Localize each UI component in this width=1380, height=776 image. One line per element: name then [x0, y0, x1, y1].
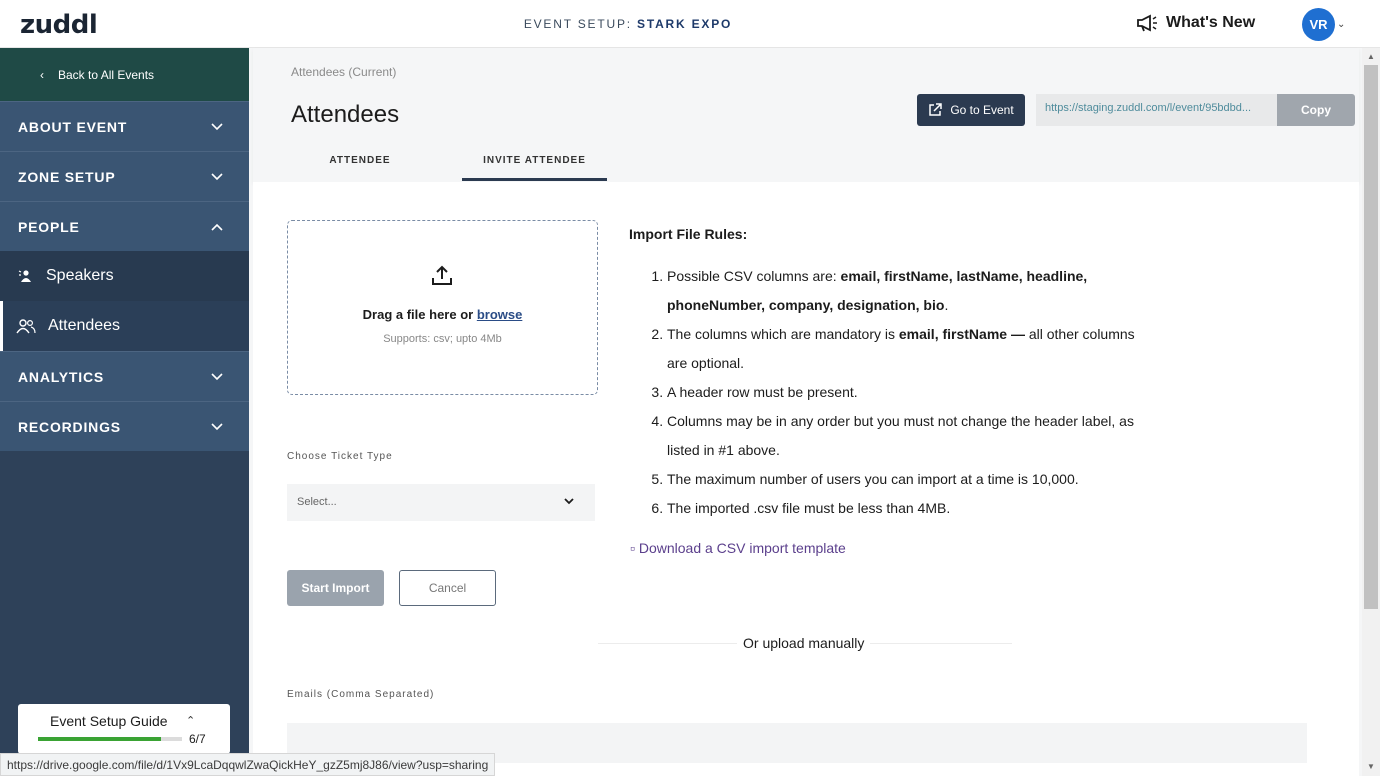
scroll-up-icon[interactable]: ▲: [1367, 52, 1375, 61]
section-label: ABOUT EVENT: [18, 118, 128, 135]
copy-button[interactable]: Copy: [1277, 94, 1355, 126]
start-import-button[interactable]: Start Import: [287, 570, 384, 606]
guide-progress-fill: [38, 737, 161, 741]
chevron-down-icon: [211, 173, 223, 181]
guide-progress-bar: [38, 737, 182, 741]
sidebar-section-people[interactable]: [0, 201, 249, 251]
sidebar-item-attendees[interactable]: [0, 301, 249, 351]
rule-item: 4. Columns may be in any order but you must not change the header label, as listed in #1 above.: [667, 407, 1149, 465]
guide-title: Event Setup Guide: [50, 713, 168, 729]
megaphone-icon: [1136, 14, 1158, 32]
chevron-up-icon[interactable]: ⌃: [186, 715, 196, 727]
sidebar-item-label: Attendees: [48, 317, 121, 334]
chevron-left-icon: ‹: [40, 67, 44, 82]
whats-new-label: What's New: [1166, 14, 1256, 31]
sidebar-section-recordings[interactable]: [0, 401, 249, 451]
rule-item: 6. The imported .csv file must be less than 4MB.: [667, 494, 1149, 523]
chevron-down-icon: [211, 123, 223, 131]
chevron-down-icon: [211, 373, 223, 381]
tab-attendee[interactable]: ATTENDEE: [329, 155, 391, 166]
event-setup-title: [0, 17, 1256, 31]
top-bar: [0, 0, 1380, 48]
chevron-up-icon: [211, 223, 223, 231]
ticket-select-value: Select...: [297, 496, 337, 508]
ticket-type-select[interactable]: [287, 484, 595, 521]
rule-item: 2. The columns which are mandatory is email, firstName — all other columns are optional.: [667, 320, 1149, 378]
drag-label: Drag a file here or: [362, 307, 474, 322]
section-label: RECORDINGS: [18, 418, 121, 435]
scroll-thumb[interactable]: [1364, 65, 1378, 609]
zuddl-logo[interactable]: zuddl: [20, 10, 98, 40]
drag-text: [288, 307, 597, 322]
event-url-field[interactable]: https://staging.zuddl.com/l/event/95bdbd...: [1036, 94, 1279, 126]
back-label: Back to All Events: [58, 67, 155, 82]
chevron-down-icon[interactable]: ⌄: [1337, 19, 1346, 30]
sidebar-item-label: Speakers: [46, 267, 114, 284]
emails-label: Emails (Comma Separated): [287, 689, 435, 700]
import-rules-list: [629, 262, 1149, 523]
chevron-down-icon: [563, 494, 575, 508]
section-label: ANALYTICS: [18, 368, 105, 385]
main-content: [249, 48, 1362, 776]
tab-invite-attendee[interactable]: INVITE ATTENDEE: [462, 151, 607, 181]
rule-item: 3. A header row must be present.: [667, 378, 1149, 407]
download-icon: ▫: [630, 540, 635, 556]
people-icon: [16, 318, 36, 334]
supports-text: Supports: csv; upto 4Mb: [383, 333, 502, 345]
user-avatar[interactable]: VR: [1302, 8, 1335, 41]
sidebar-section-analytics[interactable]: [0, 351, 249, 401]
page-header: [253, 48, 1359, 182]
rule-item: 5. The maximum number of users you can import at a time is 10,000.: [667, 465, 1149, 494]
file-dropzone[interactable]: [287, 220, 598, 395]
browse-link[interactable]: browse: [476, 307, 523, 322]
cancel-button[interactable]: Cancel: [399, 570, 496, 606]
scroll-down-icon[interactable]: ▼: [1367, 762, 1375, 771]
speaker-icon: [18, 268, 34, 284]
import-rules-title: Import File Rules:: [629, 226, 748, 242]
sidebar-item-speakers[interactable]: [0, 251, 249, 301]
upload-icon: [431, 264, 453, 286]
link-status-bar: https://drive.google.com/file/d/1Vx9LcaDqqwlZwaQickHeY_gzZ5mj8J86/view?usp=sharing: [0, 753, 495, 776]
breadcrumb: Attendees (Current): [291, 65, 397, 79]
chevron-down-icon: [211, 423, 223, 431]
back-to-all-events[interactable]: [0, 48, 249, 101]
section-label: ZONE SETUP: [18, 168, 116, 185]
event-setup-label: EVENT SETUP:: [523, 17, 632, 31]
or-upload-manually: Or upload manually: [737, 635, 870, 651]
download-template-link[interactable]: [630, 540, 846, 556]
download-label: Download a CSV import template: [638, 540, 846, 556]
sidebar-section-about-event[interactable]: [0, 101, 249, 151]
event-setup-guide[interactable]: [18, 704, 230, 754]
sidebar-section-zone-setup[interactable]: [0, 151, 249, 201]
sidebar: [0, 48, 249, 776]
guide-count: 6/7: [189, 732, 206, 746]
section-label: PEOPLE: [18, 218, 80, 235]
event-name: STARK EXPO: [637, 17, 733, 31]
external-link-icon: [928, 103, 942, 117]
go-to-event-label: Go to Event: [950, 103, 1014, 117]
page-scrollbar[interactable]: [1362, 48, 1380, 776]
go-to-event-button[interactable]: [917, 94, 1025, 126]
whats-new-button[interactable]: [1136, 14, 1255, 32]
page-title: Attendees: [291, 101, 400, 128]
rule-item: 1. Possible CSV columns are: email, firstName, lastName, headline, phoneNumber, company, designation, bio.: [667, 262, 1149, 320]
ticket-type-label: Choose Ticket Type: [287, 451, 393, 462]
